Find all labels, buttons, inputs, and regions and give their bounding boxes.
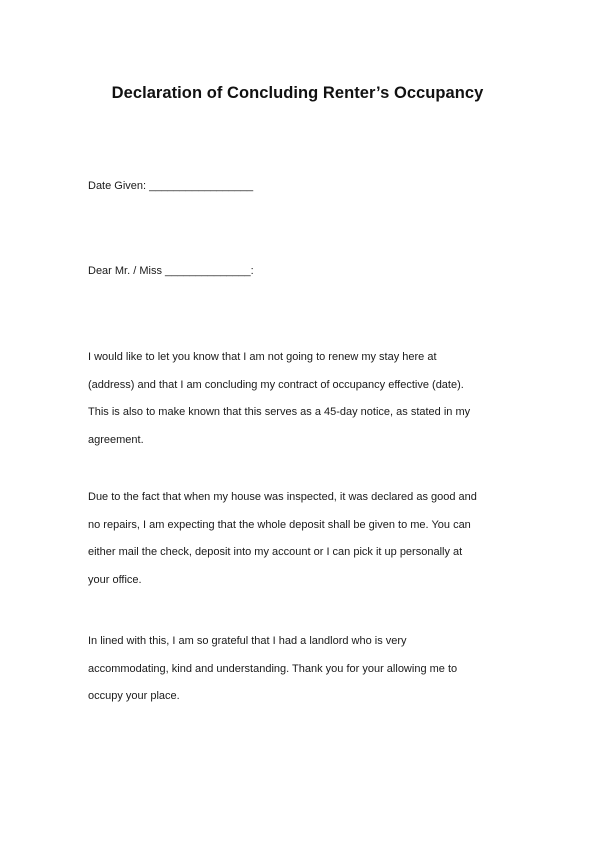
paragraph-notice — [88, 350, 518, 460]
paragraph-line: This is also to make known that this serves as a 45-day notice, as stated in my — [88, 406, 471, 418]
salutation: Dear Mr. / Miss ______________: — [88, 265, 254, 277]
paragraph-line: I would like to let you know that I am not going to renew my stay here at — [88, 351, 437, 363]
paragraph-gratitude — [88, 634, 518, 717]
paragraph-line: no repairs, I am expecting that the whole deposit shall be given to me. You can — [88, 518, 471, 531]
paragraph-line: In lined with this, I am so grateful that I had a landlord who is very — [88, 635, 407, 647]
date-given-field: Date Given: _________________ — [88, 180, 254, 192]
paragraph-line: Due to the fact that when my house was inspected, it was declared as good and — [88, 491, 477, 503]
paragraph-line: your office. — [88, 573, 142, 586]
paragraph-line: accommodating, kind and understanding. Thank you for your allowing me to — [88, 662, 458, 675]
paragraph-line: agreement. — [88, 433, 144, 446]
paragraph-line: either mail the check, deposit into my account or I can pick it up personally at — [88, 546, 463, 558]
paragraph-line: occupy your place. — [88, 690, 180, 702]
document-title: Declaration of Concluding Renter’s Occupancy — [111, 84, 484, 102]
paragraph-line: (address) and that I am concluding my contract of occupancy effective (date). — [88, 378, 464, 391]
paragraph-deposit — [88, 490, 518, 600]
